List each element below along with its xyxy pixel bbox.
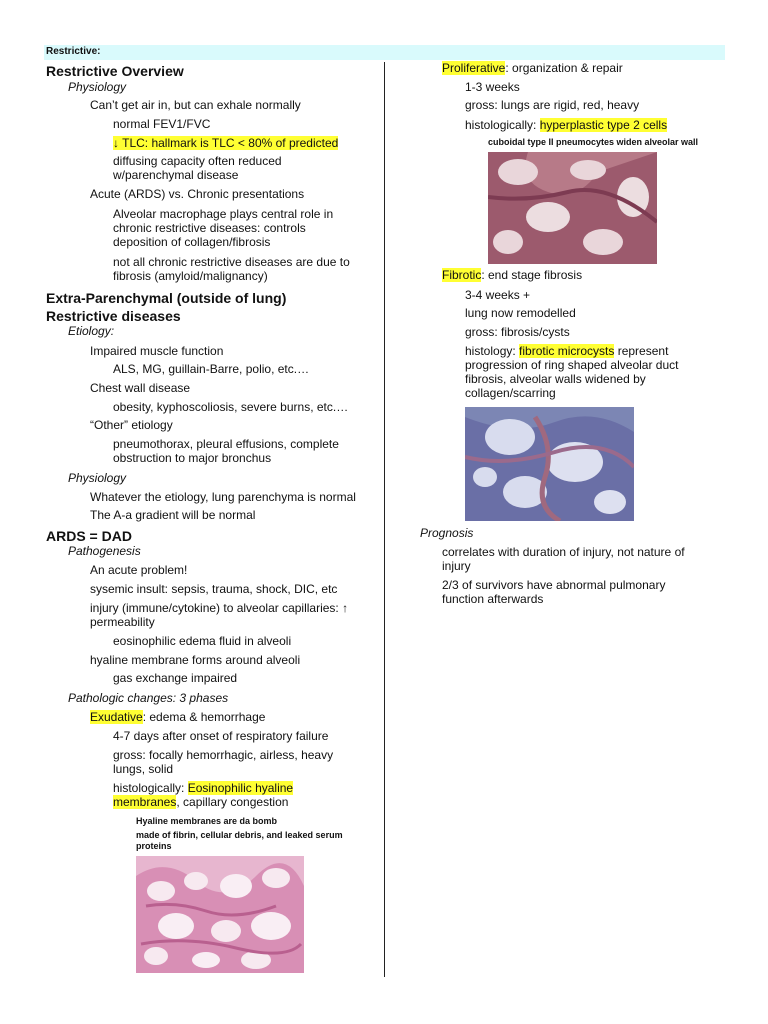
text-macrophage: Alveolar macrophage plays central role in chronic restrictive diseases: controls deposition of collagen/fibrosis [113, 207, 334, 249]
text-diffusing: diffusing capacity often reduced w/parenchymal disease [113, 154, 282, 182]
fibrotic-highlight: Fibrotic [442, 268, 482, 282]
histology-fibro-highlight: fibrotic microcysts [519, 344, 615, 358]
text-two-thirds: 2/3 of survivors have abnormal pulmonary function afterwards [442, 578, 666, 606]
text-aa-gradient: The A-a gradient will be normal [90, 508, 256, 522]
text-acute-problem: An acute problem! [90, 563, 188, 577]
exudative-rest: : edema & hemorrhage [142, 710, 266, 724]
text-tlc-highlight: ↓ TLC: hallmark is TLC < 80% of predicted [113, 136, 339, 150]
text-eos-edema: eosinophilic edema fluid in alveoli [113, 634, 292, 648]
text-histologically-exudative [113, 781, 328, 809]
text-histology-fibrotic [465, 344, 690, 400]
pathogenesis-subheading: Pathogenesis [68, 544, 141, 558]
text-fibrotic-line [442, 268, 582, 282]
text-whatever: Whatever the etiology, lung parenchyma is normal [90, 490, 356, 504]
proliferative-micrograph [488, 152, 657, 264]
text-sysemic: sysemic insult: sepsis, trauma, shock, DIC, etc [90, 582, 338, 596]
text-one-three-weeks: 1-3 weeks [465, 80, 520, 94]
text-pneumothorax: pneumothorax, pleural effusions, complete obstruction to major bronchus [113, 437, 339, 465]
section-header-bar [44, 45, 725, 60]
text-fev1: normal FEV1/FVC [113, 117, 211, 131]
text-other-etiology: “Other” etiology [90, 418, 173, 432]
caption-cuboidal: cuboidal type II pneumocytes widen alveolar wall [488, 137, 699, 147]
pathologic-changes-subheading: Pathologic changes: 3 phases [68, 691, 229, 705]
restrictive-diseases-heading: Restrictive diseases [46, 308, 181, 324]
histo-exudative-highlight: Eosinophilic hyaline membranes [113, 781, 294, 809]
proliferative-highlight: Proliferative [442, 61, 506, 75]
physiology-subheading-2: Physiology [68, 471, 127, 485]
text-not-all: not all chronic restrictive diseases are due to fibrosis (amyloid/malignancy) [113, 255, 350, 283]
proliferative-rest: : organization & repair [505, 61, 623, 75]
text-remodelled: lung now remodelled [465, 306, 576, 320]
physiology-subheading: Physiology [68, 80, 127, 94]
section-header-label: Restrictive: [46, 46, 101, 57]
text-gas-exchange: gas exchange impaired [113, 671, 238, 685]
text-proliferative-line [442, 61, 623, 75]
histology-fibro-post: represent progression of ring shaped alveolar duct fibrosis, alveolar walls widened by collagen/scarring [465, 344, 679, 400]
text-acute-chronic: Acute (ARDS) vs. Chronic presentations [90, 187, 305, 201]
histology-fibro-pre: histology: [465, 344, 520, 358]
caption-hyaline-made-of: made of fibrin, cellular debris, and leaked serum proteins [136, 830, 343, 851]
text-four-seven: 4-7 days after onset of respiratory failure [113, 729, 329, 743]
text-impaired-muscle: Impaired muscle function [90, 344, 224, 358]
column-divider [384, 62, 385, 977]
text-gross-fibrotic: gross: fibrosis/cysts [465, 325, 570, 339]
restrictive-overview-heading: Restrictive Overview [46, 63, 184, 79]
exudative-highlight: Exudative [90, 710, 143, 724]
text-gross-proliferative: gross: lungs are rigid, red, heavy [465, 98, 640, 112]
text-als: ALS, MG, guillain-Barre, polio, etc.… [113, 362, 310, 376]
text-three-four-weeks: 3-4 weeks + [465, 288, 531, 302]
text-gross-exudative: gross: focally hemorrhagic, airless, heavy lungs, solid [113, 748, 334, 776]
hyaline-membrane-micrograph [136, 856, 304, 973]
caption-hyaline-bomb: Hyaline membranes are da bomb [136, 816, 278, 826]
fibrotic-rest: : end stage fibrosis [481, 268, 583, 282]
ards-heading: ARDS = DAD [46, 528, 132, 544]
prognosis-subheading: Prognosis [420, 526, 474, 540]
text-obesity: obesity, kyphoscoliosis, severe burns, etc.… [113, 400, 349, 414]
histo-prolif-pre: histologically: [465, 118, 540, 132]
extra-parenchymal-heading: Extra-Parenchymal (outside of lung) [46, 290, 287, 306]
histo-exudative-post: , capillary congestion [176, 795, 289, 809]
fibrotic-micrograph [465, 407, 634, 521]
etiology-subheading: Etiology: [68, 324, 115, 338]
text-hyaline-forms: hyaline membrane forms around alveoli [90, 653, 301, 667]
histo-prolif-highlight: hyperplastic type 2 cells [539, 118, 668, 132]
text-cant-air: Can’t get air in, but can exhale normally [90, 98, 301, 112]
text-injury: injury (immune/cytokine) to alveolar capillaries: ↑ permeability [90, 601, 349, 629]
text-correlates: correlates with duration of injury, not nature of injury [442, 545, 685, 573]
text-chest-wall: Chest wall disease [90, 381, 191, 395]
text-histologically-proliferative [465, 118, 667, 132]
text-exudative-line [90, 710, 265, 724]
histo-exudative-pre: histologically: [113, 781, 188, 795]
